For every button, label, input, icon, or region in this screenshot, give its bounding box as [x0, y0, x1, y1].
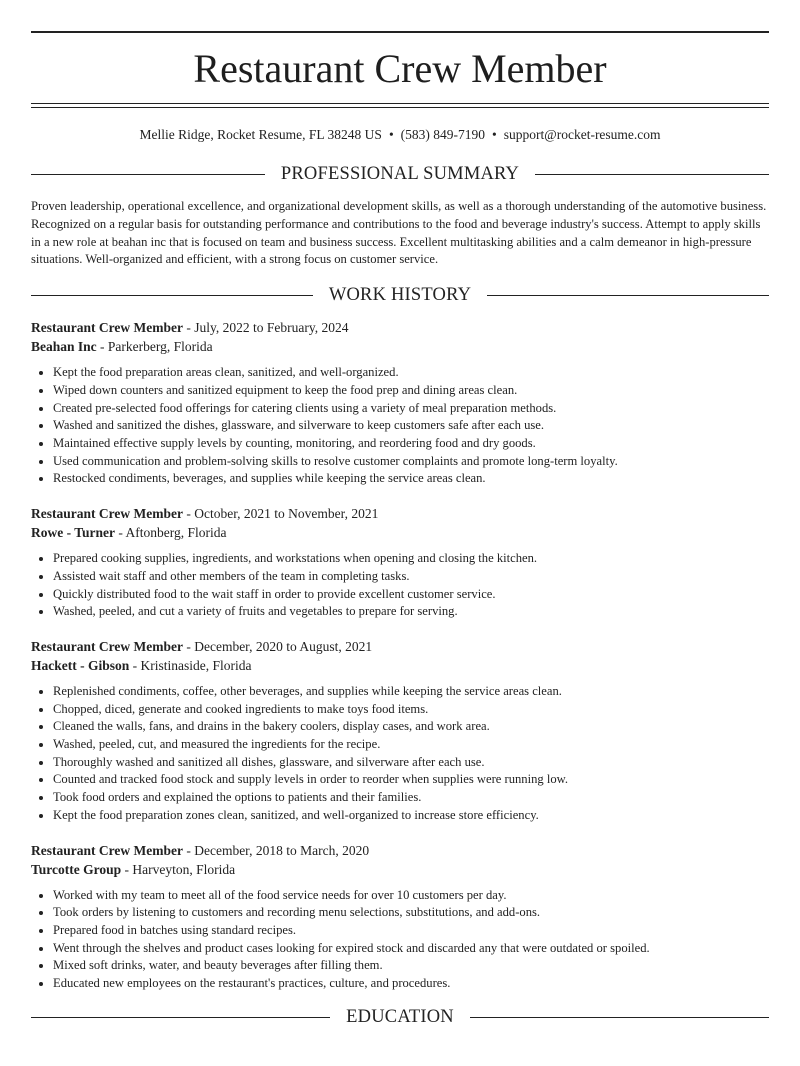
heading-rule-left [31, 174, 265, 175]
job-title: Restaurant Crew Member [31, 320, 183, 336]
contact-address: Mellie Ridge, Rocket Resume, FL 38248 US [139, 127, 382, 142]
job-location: - Aftonberg, Florida [115, 525, 227, 541]
job-title-line [31, 318, 769, 337]
heading-rule-right [487, 295, 769, 296]
job-company-line [31, 860, 769, 879]
duty-item: • Washed, peeled, cut, and measured the ingredients for the recipe. [53, 736, 769, 754]
title-double-rule [31, 103, 769, 108]
heading-rule-left [31, 295, 313, 296]
duty-list [31, 683, 769, 825]
education-heading-label: EDUCATION [346, 1006, 454, 1027]
duty-item: • Washed, peeled, and cut a variety of fruits and vegetables to prepare for serving. [53, 603, 769, 621]
job-entry [31, 841, 769, 993]
heading-rule-left [31, 1017, 330, 1018]
summary-text: Proven leadership, operational excellence, and organizational development skills, as well as a thorough understanding of the automotive business. Recognized on a regular basis for outstanding performance and contributions to the food and beverage industry's success. Attempt to apply skills in a new role at beahan inc that is focused on team and business success. Excellent multitasking abilities and a calm demeanor in high-pressure situations. Well-organized and efficient, with a strong focus on customer service. [31, 199, 767, 267]
summary-heading-label: PROFESSIONAL SUMMARY [280, 164, 520, 184]
job-title-line [31, 504, 769, 523]
work-section-heading [31, 285, 769, 306]
job-dates: - December, 2020 to August, 2021 [182, 638, 373, 654]
resume-page [31, 31, 769, 1028]
duty-item: • Kept the food preparation zones clean, sanitized, and well-organized to increase store efficiency. [53, 807, 769, 825]
duty-item: • Thoroughly washed and sanitized all dishes, glassware, and silverware after each use. [53, 754, 769, 772]
duty-item: • Prepared food in batches using standard recipes. [53, 922, 769, 940]
contact-separator: • [388, 127, 394, 142]
job-entry [31, 318, 769, 488]
job-location: - Kristinaside, Florida [129, 657, 252, 673]
duty-list [31, 364, 769, 488]
duty-item: • Quickly distributed food to the wait staff in order to provide excellent customer service. [53, 586, 769, 604]
heading-rule-right [470, 1017, 769, 1018]
duty-item: • Replenished condiments, coffee, other beverages, and supplies while keeping the service areas clean. [53, 683, 769, 701]
work-heading-label: WORK HISTORY [328, 285, 472, 306]
duty-item: • Washed and sanitized the dishes, glassware, and silverware to keep customers safe after each use. [53, 417, 769, 435]
job-entry [31, 637, 769, 825]
duty-item: • Counted and tracked food stock and supply levels in order to reorder when supplies were running low. [53, 771, 769, 789]
page-title: Restaurant Crew Member [193, 46, 607, 91]
duty-item: • Educated new employees on the restaurant's practices, culture, and procedures. [53, 975, 769, 993]
duty-item: • Worked with my team to meet all of the food service needs for over 10 customers per day. [53, 887, 769, 905]
job-company: Hackett - Gibson [31, 657, 130, 673]
job-dates: - December, 2018 to March, 2020 [182, 842, 370, 858]
job-company: Rowe - Turner [31, 525, 115, 541]
job-title-line [31, 841, 769, 860]
duty-item: • Wiped down counters and sanitized equipment to keep the food prep and dining areas clean. [53, 382, 769, 400]
contact-email: support@rocket-resume.com [503, 127, 661, 142]
job-company-line [31, 337, 769, 356]
duty-item: • Restocked condiments, beverages, and supplies while keeping the service areas clean. [53, 470, 769, 488]
job-title: Restaurant Crew Member [31, 506, 183, 522]
duty-item: • Took orders by listening to customers and recording menu selections, substitutions, and add-ons. [53, 904, 769, 922]
duty-item: • Assisted wait staff and other members of the team in completing tasks. [53, 568, 769, 586]
job-title: Restaurant Crew Member [31, 638, 183, 654]
job-dates: - October, 2021 to November, 2021 [182, 506, 379, 522]
duty-item: • Mixed soft drinks, water, and beauty beverages after filling them. [53, 957, 769, 975]
contact-phone: (583) 849-7190 [400, 127, 486, 142]
job-dates: - July, 2022 to February, 2024 [182, 320, 349, 336]
job-location: - Harveyton, Florida [121, 861, 236, 877]
job-title: Restaurant Crew Member [31, 842, 183, 858]
job-company-line [31, 656, 769, 675]
duty-list [31, 550, 769, 621]
duty-item: • Kept the food preparation areas clean, sanitized, and well-organized. [53, 364, 769, 382]
duty-item: • Cleaned the walls, fans, and drains in the bakery coolers, display cases, and work area. [53, 718, 769, 736]
job-title-line [31, 637, 769, 656]
contact-line [31, 126, 769, 144]
job-location: - Parkerberg, Florida [96, 339, 213, 355]
job-company-line [31, 523, 769, 542]
duty-item: • Maintained effective supply levels by counting, monitoring, and reordering food and dry goods. [53, 435, 769, 453]
duty-item: • Went through the shelves and product cases looking for expired stock and discarded any that were outdated or spoiled. [53, 940, 769, 958]
duty-item: • Used communication and problem-solving skills to resolve customer complaints and promote long-term loyalty. [53, 453, 769, 471]
duty-item: • Took food orders and explained the options to patients and their families. [53, 789, 769, 807]
duty-item: • Chopped, diced, generate and cooked ingredients to make toys food items. [53, 701, 769, 719]
duty-item: • Prepared cooking supplies, ingredients, and workstations when opening and closing the kitchen. [53, 550, 769, 568]
top-rule [31, 31, 769, 33]
duty-item: • Created pre-selected food offerings for catering clients using a variety of meal preparation methods. [53, 400, 769, 418]
job-entry [31, 504, 769, 621]
job-company: Turcotte Group [31, 861, 122, 877]
contact-separator: • [492, 127, 497, 142]
education-section-heading [31, 1007, 769, 1028]
heading-rule-right [535, 174, 769, 175]
summary-section-heading [31, 164, 769, 185]
duty-list [31, 887, 769, 993]
job-company: Beahan Inc [31, 339, 97, 355]
